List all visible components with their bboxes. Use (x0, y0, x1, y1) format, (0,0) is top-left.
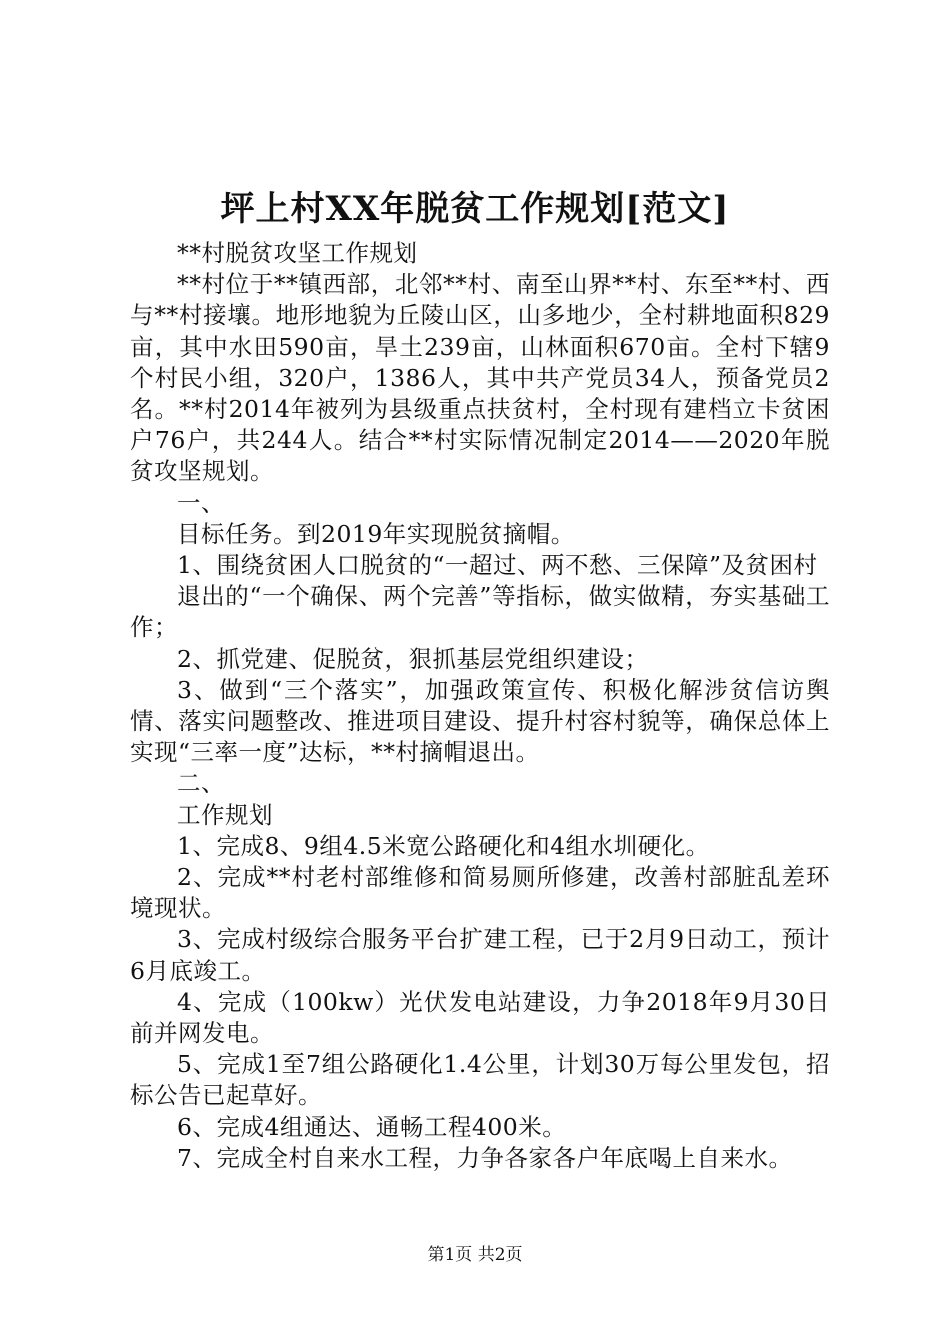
paragraph-work-plan: 工作规划 (177, 800, 273, 829)
paragraph-subtitle: **村脱贫攻坚工作规划 (177, 239, 418, 267)
plan-item-1: 1、完成8、9组4.5米宽公路硬化和4组水圳硬化。 (177, 831, 710, 860)
page-number-footer: 第1页 共2页 (427, 1245, 523, 1265)
paragraph-goal: 目标任务。到2019年实现脱贫摘帽。 (177, 519, 575, 548)
goal-item-1: 1、围绕贫困人口脱贫的“一超过、两不愁、三保障”及贫困村 (177, 551, 818, 580)
plan-item-2: 2、完成**村老村部维修和简易厕所修建，改善村部脏乱差环境现状。 (130, 863, 830, 923)
section-heading-2: 二、 (177, 769, 225, 798)
goal-item-1-continued: 退出的“一个确保、两个完善”等指标，做实做精，夯实基础工作； (130, 582, 830, 642)
document-body (130, 238, 830, 1174)
section-heading-1: 一、 (177, 488, 225, 517)
document-title: 坪上村XX年脱贫工作规划[范文] (220, 189, 730, 229)
goal-item-3: 3、做到“三个落实”，加强政策宣传、积极化解涉贫信访舆情、落实问题整改、推进项目建设、提升村容村貌等，确保总体上实现“三率一度”达标，**村摘帽退出。 (130, 675, 830, 767)
paragraph-overview: **村位于**镇西部，北邻**村、南至山界**村、东至**村、西与**村接壤。地形地貌为丘陵山区，山多地少，全村耕地面积829亩，其中水田590亩，旱土239亩，山林面积670亩。全村下辖9个村民小组，320户，1386人，其中共产党员34人，预备党员2名。**村2014年被列为县级重点扶贫村，全村现有建档立卡贫困户76户，共244人。结合**村实际情况制定2014——2020年脱贫攻坚规划。 (130, 270, 830, 486)
goal-item-2: 2、抓党建、促脱贫，狠抓基层党组织建设； (177, 644, 649, 673)
plan-item-5: 5、完成1至7组公路硬化1.4公里，计划30万每公里发包，招标公告已起草好。 (130, 1050, 830, 1110)
plan-item-6: 6、完成4组通达、通畅工程400米。 (177, 1112, 567, 1141)
plan-item-4: 4、完成（100kw）光伏发电站建设，力争2018年9月30日前并网发电。 (130, 987, 830, 1048)
plan-item-7: 7、完成全村自来水工程，力争各家各户年底喝上自来水。 (177, 1143, 793, 1172)
plan-item-3: 3、完成村级综合服务平台扩建工程，已于2月9日动工，预计6月底竣工。 (130, 925, 830, 985)
